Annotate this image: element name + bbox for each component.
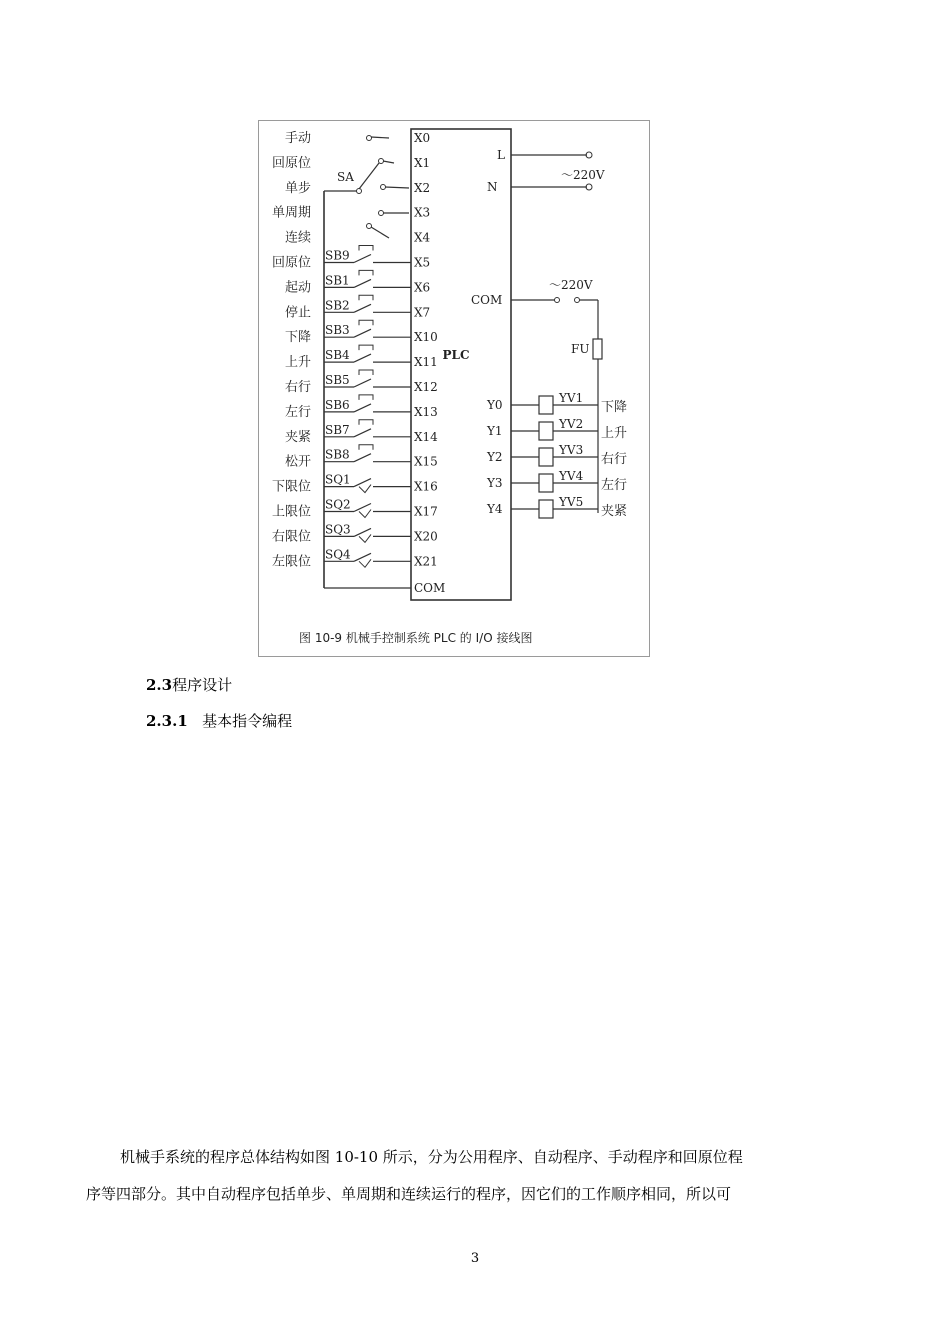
input-terminal: X21 [414,554,438,569]
input-row [285,370,438,395]
fuse [593,339,602,359]
input-label: 下限位 [271,479,311,495]
output-terminal: Y3 [487,476,503,490]
input-device: SB8 [325,447,350,462]
coil-symbol [539,448,553,466]
input-device: SQ4 [325,547,351,562]
input-terminal: X7 [414,305,431,320]
input-terminal: X15 [414,454,438,469]
input-label: 连续 [284,230,311,246]
output-supply-label: ～220V [549,278,593,292]
input-terminal: X0 [414,131,431,145]
output-label: 夹紧 [601,504,628,519]
input-terminal: X17 [414,504,438,519]
output-row [486,391,627,415]
input-terminal: X20 [414,529,438,544]
input-row [272,156,430,171]
output-terminal: Y1 [487,424,503,438]
input-label: 左行 [284,404,311,420]
output-terminal: Y2 [487,450,503,464]
selector-switch-sa [324,136,409,239]
input-row [285,230,431,246]
fuse-label: FU [571,342,590,356]
input-device: SB9 [325,248,350,263]
input-label: 单周期 [271,205,311,221]
input-terminal: X4 [414,230,431,245]
input-row [285,345,438,370]
input-label: 回原位 [271,155,311,171]
subsection-number: 2.3.1 [146,712,188,730]
input-device: SB1 [325,273,350,288]
input-label: 左限位 [271,554,311,570]
plc-label: PLC [442,348,470,362]
input-row [272,246,430,271]
input-label: 手动 [284,131,311,146]
section-heading [146,674,232,695]
input-device: SB3 [325,323,350,338]
input-row [285,130,430,146]
input-terminal: X14 [414,429,438,444]
input-label: 上升 [284,355,311,371]
input-label: 夹紧 [284,429,311,445]
terminal-N: N [487,180,498,194]
plc-io-wiring-diagram [259,121,651,658]
input-row [272,498,438,520]
input-terminal: X12 [414,380,438,394]
coil-label: YV4 [559,469,584,483]
input-terminal: X10 [414,330,438,345]
input-device: SQ2 [325,497,351,512]
com-right-label: COM [471,293,503,307]
input-label: 上限位 [271,504,311,520]
output-row [486,469,627,493]
output-row [486,443,627,467]
input-label: 下降 [284,330,311,346]
input-label: 松开 [284,454,311,470]
subsection-title: 基本指令编程 [202,712,293,730]
input-terminal: X11 [414,355,438,370]
figure-caption: 图 10-9 机械手控制系统 PLC 的 I/O 接线图 [299,631,533,645]
input-row [285,445,438,470]
coil-symbol [539,500,553,518]
page-number: 3 [470,1251,480,1266]
output-label: 左行 [601,478,628,493]
power-supply-label: ～220V [561,168,605,182]
section-number: 2.3 [146,676,173,694]
output-terminal: Y4 [487,502,503,516]
input-row [285,420,438,445]
output-terminal: Y0 [487,398,503,412]
input-label: 停止 [284,305,311,321]
input-device: SB6 [325,397,350,412]
input-label: 右行 [284,380,311,395]
input-device: SB4 [325,348,350,363]
coil-label: YV2 [559,417,584,431]
selector-label: SA [337,170,354,184]
input-device: SB2 [325,298,350,313]
input-row [285,295,430,320]
input-device: SB7 [325,422,350,437]
power-section [487,148,605,194]
output-row [486,495,627,519]
output-label: 上升 [601,426,628,441]
com-left-label: COM [414,581,446,595]
coil-label: YV1 [559,391,584,405]
input-terminal: X6 [414,280,431,295]
paragraph-line-1: 机械手系统的程序总体结构如图 10-10 所示，分为公用程序、自动程序、手动程序和回原位程 [120,1148,743,1166]
subsection-heading [146,710,292,731]
section-title: 程序设计 [172,676,233,694]
output-row [486,417,627,441]
input-row [272,473,438,495]
coil-label: YV5 [559,495,584,509]
input-row [272,547,438,569]
paragraph-line-2: 序等四部分。其中自动程序包括单步、单周期和连续运行的程序，因它们的工作顺序相同，所以可 [86,1185,732,1203]
input-label: 回原位 [271,255,311,271]
input-terminal: X3 [414,205,431,220]
input-terminal: X1 [414,155,431,170]
input-terminal: X13 [414,404,438,419]
input-device: SQ3 [325,522,351,537]
input-row [285,320,438,345]
input-label: 右限位 [271,529,311,545]
coil-symbol [539,422,553,440]
wiring-diagram-figure [258,120,650,657]
coil-label: YV3 [559,443,584,457]
input-terminal: X16 [414,479,438,494]
input-label: 起动 [284,280,311,296]
input-device: SQ1 [325,472,351,487]
input-row [285,270,430,295]
input-terminal: X5 [414,255,431,270]
input-row [272,522,438,544]
output-label: 下降 [601,400,628,415]
input-terminal: X2 [414,180,431,195]
terminal-L: L [497,148,505,162]
input-device: SB5 [325,373,350,387]
coil-symbol [539,396,553,414]
coil-symbol [539,474,553,492]
input-label: 单步 [284,180,311,196]
input-row [285,395,438,420]
output-label: 右行 [601,452,628,467]
